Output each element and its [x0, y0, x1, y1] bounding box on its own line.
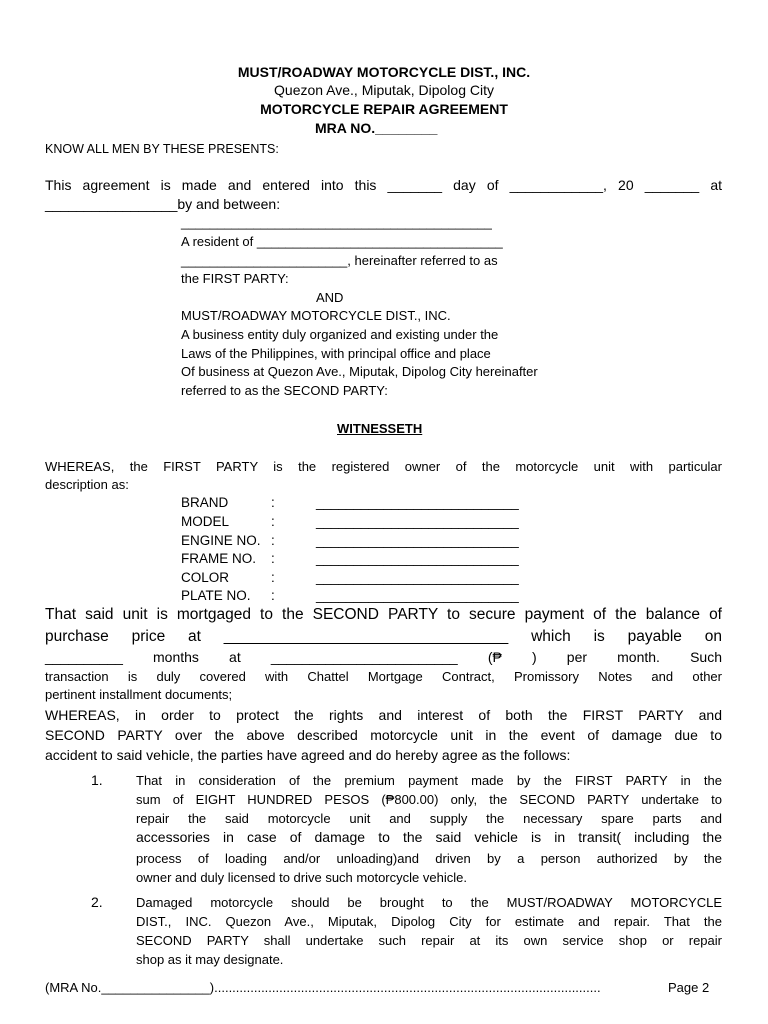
clause-1-line-5: process of loading and/or unloading)and driven by a person authorized by the	[136, 851, 722, 866]
footer-page-number: Page 2	[668, 980, 710, 995]
spec-label-plate-no: PLATE NO.	[181, 588, 251, 603]
second-party-line-1: A business entity duly organized and existing under the	[181, 327, 499, 342]
spec-blank-frame-no: ___________________________	[316, 551, 519, 566]
mortgage-line-4: transaction is duly covered with Chattel Mortgage Contract, Promissory Notes and other	[45, 669, 722, 684]
mortgage-line-2: purchase price at _________________________________ which is payable on	[45, 628, 722, 645]
first-party-label: the FIRST PARTY:	[181, 271, 289, 286]
spec-label-brand: BRAND	[181, 495, 229, 510]
clause-2-line-1: Damaged motorcycle should be brought to the MUST/ROADWAY MOTORCYCLE	[136, 895, 722, 910]
intro-line: KNOW ALL MEN BY THESE PRESENTS:	[45, 142, 279, 156]
clause-2-line-4: shop as it may designate.	[136, 952, 284, 967]
clause-1-line-2: sum of EIGHT HUNDRED PESOS (₱800.00) only, the SECOND PARTY undertake to	[136, 792, 722, 807]
spec-label-model: MODEL	[181, 514, 230, 529]
spec-label-frame-no: FRAME NO.	[181, 551, 257, 566]
agreement-line-2: _________________by and between:	[45, 196, 281, 212]
spec-blank-color: ___________________________	[316, 570, 519, 585]
second-party-line-4: referred to as the SECOND PARTY:	[181, 383, 388, 398]
first-party-hereinafter: _______________________, hereinafter referred to as	[181, 253, 498, 268]
spec-colon: :	[271, 514, 275, 529]
spec-label-engine-no: ENGINE NO.	[181, 533, 261, 548]
document-title: MOTORCYCLE REPAIR AGREEMENT	[260, 101, 508, 117]
company-address: Quezon Ave., Miputak, Dipolog City	[274, 82, 494, 98]
clause-number: 1.	[91, 772, 103, 788]
spec-colon: :	[271, 588, 275, 603]
mortgage-line-3: __________ months at ________________________ (₱ ) per month. Such	[45, 649, 722, 665]
clause-1-line-1: That in consideration of the premium payment made by the FIRST PARTY in the	[136, 773, 722, 788]
clause-2-line-2: DIST., INC. Quezon Ave., Miputak, Dipolog City for estimate and repair. That the	[136, 914, 722, 929]
whereas-1-line-1: WHEREAS, the FIRST PARTY is the registered owner of the motorcycle unit with particular	[45, 459, 722, 474]
and-separator: AND	[316, 290, 344, 305]
first-party-resident: A resident of __________________________________	[181, 234, 503, 249]
spec-blank-engine-no: ___________________________	[316, 533, 519, 548]
spec-colon: :	[271, 495, 275, 510]
whereas-2-line-1: WHEREAS, in order to protect the rights and interest of both the FIRST PARTY and	[45, 707, 722, 723]
spec-colon: :	[271, 551, 275, 566]
spec-colon: :	[271, 533, 275, 548]
second-party-name: MUST/ROADWAY MOTORCYCLE DIST., INC.	[181, 308, 451, 323]
first-party-blank: ___________________________________________	[181, 215, 492, 230]
spec-colon: :	[271, 570, 275, 585]
second-party-line-2: Laws of the Philippines, with principal office and place	[181, 346, 491, 361]
footer-mra-number: (MRA No._______________)...........................................................................................................	[45, 980, 601, 995]
company-name: MUST/ROADWAY MOTORCYCLE DIST., INC.	[237, 64, 531, 80]
mra-number: MRA NO.________	[315, 120, 438, 136]
clause-1-line-4: accessories in case of damage to the said vehicle is in transit( including the	[136, 829, 722, 845]
spec-blank-brand: ___________________________	[316, 495, 519, 510]
whereas-1-line-2: description as:	[45, 477, 129, 492]
whereas-2-line-2: SECOND PARTY over the above described motorcycle unit in the event of damage due to	[45, 727, 722, 743]
clause-2-line-3: SECOND PARTY shall undertake such repair at its own service shop or repair	[136, 933, 722, 948]
spec-blank-model: ___________________________	[316, 514, 519, 529]
mortgage-line-5: pertinent installment documents;	[45, 687, 233, 702]
second-party-line-3: Of business at Quezon Ave., Miputak, Dipolog City hereinafter	[181, 364, 538, 379]
clause-1-line-6: owner and duly licensed to drive such motorcycle vehicle.	[136, 870, 467, 885]
mortgage-line-1: That said unit is mortgaged to the SECOND PARTY to secure payment of the balance of	[45, 606, 722, 623]
spec-label-color: COLOR	[181, 570, 230, 585]
clause-1-line-3: repair the said motorcycle unit and supply the necessary spare parts and	[136, 811, 722, 826]
witnesseth-heading: WITNESSETH	[337, 421, 423, 436]
clause-number: 2.	[91, 894, 103, 910]
spec-blank-plate-no: ___________________________	[316, 588, 519, 603]
agreement-line-1: This agreement is made and entered into this _______ day of ____________, 20 _______ at	[45, 177, 722, 193]
whereas-2-line-3: accident to said vehicle, the parties have agreed and do hereby agree as the follows:	[45, 747, 571, 763]
